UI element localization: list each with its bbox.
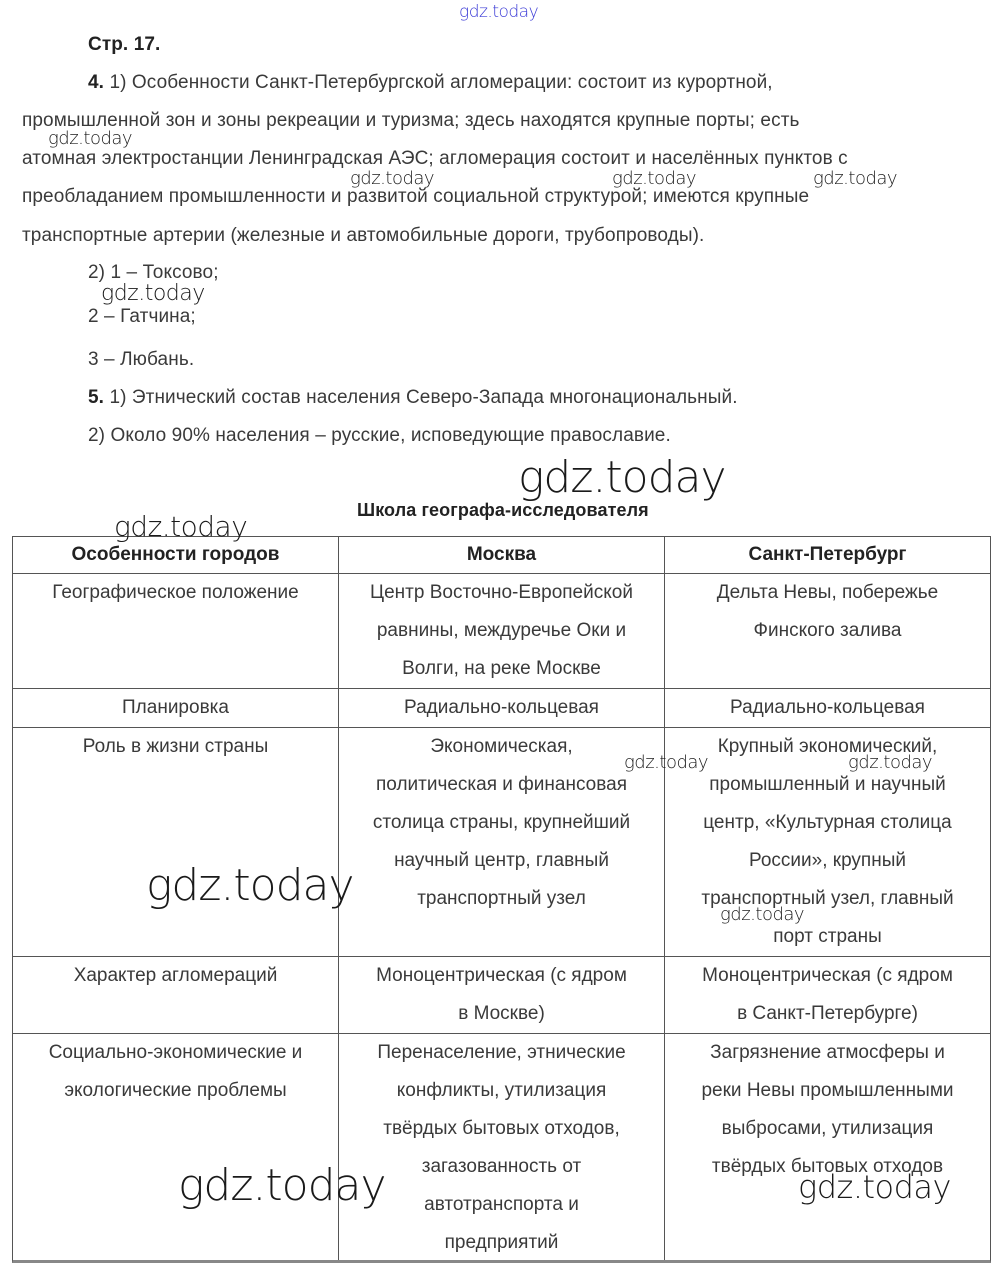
watermark: gdz.today xyxy=(848,752,933,773)
header-moscow: Москва xyxy=(339,537,665,573)
table-row xyxy=(13,727,990,956)
cell-feature: Географическое положение xyxy=(13,574,339,688)
header-features: Особенности городов xyxy=(13,537,339,573)
task5-line-2: 2) Около 90% населения – русские, исповедующие православие. xyxy=(88,425,671,446)
page-heading: Стр. 17. xyxy=(88,34,161,55)
watermark: gdz.today xyxy=(146,860,354,911)
table-title: Школа географа-исследователя xyxy=(357,500,649,520)
watermark: gdz.today xyxy=(178,1160,386,1211)
cell-spb: Загрязнение атмосферы и реки Невы промышленными выбросами, утилизация твёрдых бытовых отходов xyxy=(701,1042,954,1177)
task4-line-4: преобладанием промышленности и развитой социальной структурой; имеются крупные xyxy=(22,186,810,207)
cell-moscow: Экономическая, политическая и финансовая столица страны, крупнейший научный центр, главный транспортный узел xyxy=(339,728,665,956)
cell-moscow: Моноцентрическая (с ядром в Москве) xyxy=(339,957,665,1033)
cell-feature: Социально-экономические и экологические проблемы xyxy=(13,1034,339,1260)
task4-part2-item-3: 3 – Любань. xyxy=(88,349,195,370)
watermark: gdz.today xyxy=(48,128,133,149)
cell-feature: Характер агломераций xyxy=(13,957,339,1033)
table-row xyxy=(13,956,990,1033)
cell-spb: Дельта Невы, побережье Финского залива xyxy=(716,582,939,641)
cell-feature: Роль в жизни страны xyxy=(13,728,339,956)
task4-line-2: промышленной зон и зоны рекреации и туризма; здесь находятся крупные порты; есть xyxy=(22,110,800,131)
task4-number: 4. xyxy=(88,72,105,93)
watermark: gdz.today xyxy=(624,752,709,773)
cell-spb: Радиально-кольцевая xyxy=(730,697,925,718)
table-row xyxy=(13,1033,990,1260)
watermark: gdz.today xyxy=(114,510,248,543)
watermark: gdz.today xyxy=(813,168,898,189)
watermark: gdz.today xyxy=(612,168,697,189)
cell-feature: Планировка xyxy=(13,689,339,727)
cell-moscow: Перенаселение, этнические конфликты, утилизация твёрдых бытовых отходов, загазованность от автотранспорта и предприятий xyxy=(339,1034,665,1260)
task4-line-5: транспортные артерии (железные и автомобильные дороги, трубопроводы). xyxy=(22,225,705,246)
cell-moscow: Радиально-кольцевая xyxy=(339,689,665,727)
watermark: gdz.today xyxy=(101,281,205,306)
watermark: gdz.today xyxy=(518,452,726,503)
watermark: gdz.today xyxy=(350,168,435,189)
task4-part2-item-2: 2 – Гатчина; xyxy=(88,306,196,327)
task5-line-1: 5. 1) Этнический состав населения Северо-Запада многонациональный. xyxy=(88,387,738,408)
cell-spb: Моноцентрическая (с ядром в Санкт-Петербурге) xyxy=(702,965,953,1024)
task4-line-1: 4. 1) Особенности Санкт-Петербургской агломерации: состоит из курортной, xyxy=(88,72,773,93)
task4-line-3: атомная электростанции Ленинградская АЭС; агломерация состоит и населённых пунктов с xyxy=(22,148,848,169)
cell-moscow: Центр Восточно-Европейской равнины, междуречье Оки и Волги, на реке Москве xyxy=(339,574,665,688)
task5-number: 5. xyxy=(88,387,105,408)
watermark: gdz.today xyxy=(798,1168,951,1206)
header-spb: Санкт-Петербург xyxy=(748,544,907,565)
table-row xyxy=(13,573,990,688)
table-row xyxy=(13,688,990,727)
watermark-top: gdz.today xyxy=(459,2,539,22)
cell-spb: Крупный экономический, промышленный и научный центр, «Культурная столица России», крупный транспортный узел, главный порт страны xyxy=(701,736,954,947)
task4-part2-item-1: 2) 1 – Токсово; xyxy=(88,262,219,283)
watermark: gdz.today xyxy=(720,904,805,925)
